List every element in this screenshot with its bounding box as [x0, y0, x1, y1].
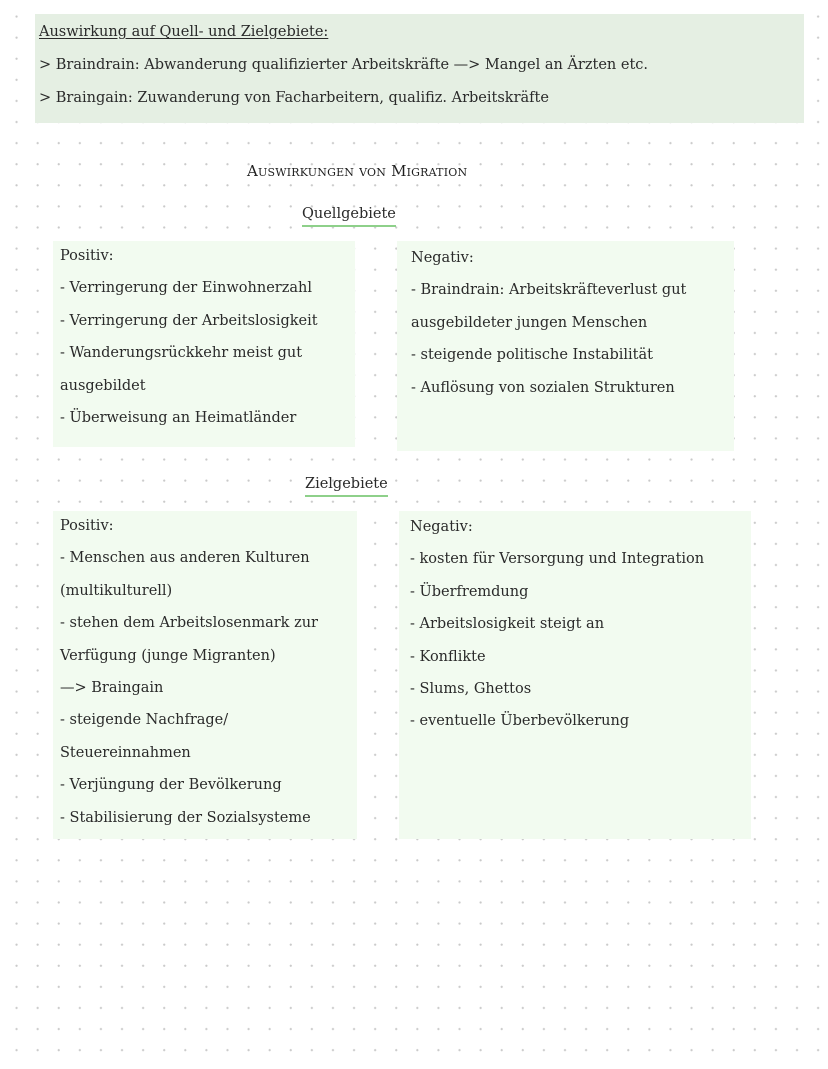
list-item: - Verjüngung der Bevölkerung — [60, 777, 282, 794]
list-item: (multikulturell) — [60, 582, 173, 599]
list-item: - Braindrain: Arbeitskräfteverlust gut — [411, 282, 687, 299]
list-item: —> Braingain — [60, 679, 164, 696]
list-item: - Wanderungsrückkehr meist gut — [60, 345, 303, 362]
zielgebiete-positive-box — [53, 511, 357, 839]
list-item: Steuereinnahmen — [60, 744, 191, 761]
list-item: - Auflösung von sozialen Strukturen — [411, 379, 675, 396]
list-item: - Konflikte — [410, 648, 486, 665]
list-item: - Slums, Ghettos — [410, 680, 532, 697]
list-item: - stehen dem Arbeitslosenmark zur — [60, 615, 318, 632]
list-item: - steigende politische Instabilität — [411, 347, 653, 364]
list-item: ausgebildet — [60, 377, 146, 394]
list-item: - Verringerung der Einwohnerzahl — [60, 280, 312, 297]
list-item: - Überweisung an Heimatländer — [60, 409, 297, 426]
quellgebiete-positive-label: Positiv: — [60, 248, 114, 264]
summary-line-braindrain: > Braindrain: Abwanderung qualifizierter Arbeitskräfte —> Mangel an Ärzten etc. — [39, 57, 648, 73]
page-title: Auswirkungen von Migration — [247, 162, 468, 180]
list-item: - Stabilisierung der Sozialsysteme — [60, 809, 311, 826]
zielgebiete-heading: Zielgebiete — [305, 475, 388, 497]
summary-box — [35, 14, 804, 123]
quellgebiete-positive-box — [53, 241, 355, 447]
list-item: Verfügung (junge Migranten) — [60, 647, 276, 664]
list-item: - steigende Nachfrage/ — [60, 712, 229, 729]
list-item: - eventuelle Überbevölkerung — [410, 713, 630, 730]
quellgebiete-negative-label: Negativ: — [411, 250, 474, 266]
list-item: - Menschen aus anderen Kulturen — [60, 550, 310, 567]
list-item: ausgebildeter jungen Menschen — [411, 314, 648, 331]
summary-heading: Auswirkung auf Quell- und Zielgebiete: — [39, 24, 329, 40]
list-item: - Verringerung der Arbeitslosigkeit — [60, 312, 318, 329]
zielgebiete-negative-label: Negativ: — [410, 519, 473, 535]
quellgebiete-heading: Quellgebiete — [302, 205, 396, 227]
list-item: - Überfremdung — [410, 583, 529, 600]
zielgebiete-negative-box — [399, 511, 751, 839]
quellgebiete-negative-box — [397, 241, 734, 451]
zielgebiete-positive-label: Positiv: — [60, 518, 114, 534]
list-item: - Arbeitslosigkeit steigt an — [410, 616, 605, 633]
summary-line-braingain: > Braingain: Zuwanderung von Facharbeitern, qualifiz. Arbeitskräfte — [39, 90, 549, 106]
list-item: - kosten für Versorgung und Integration — [410, 551, 705, 568]
